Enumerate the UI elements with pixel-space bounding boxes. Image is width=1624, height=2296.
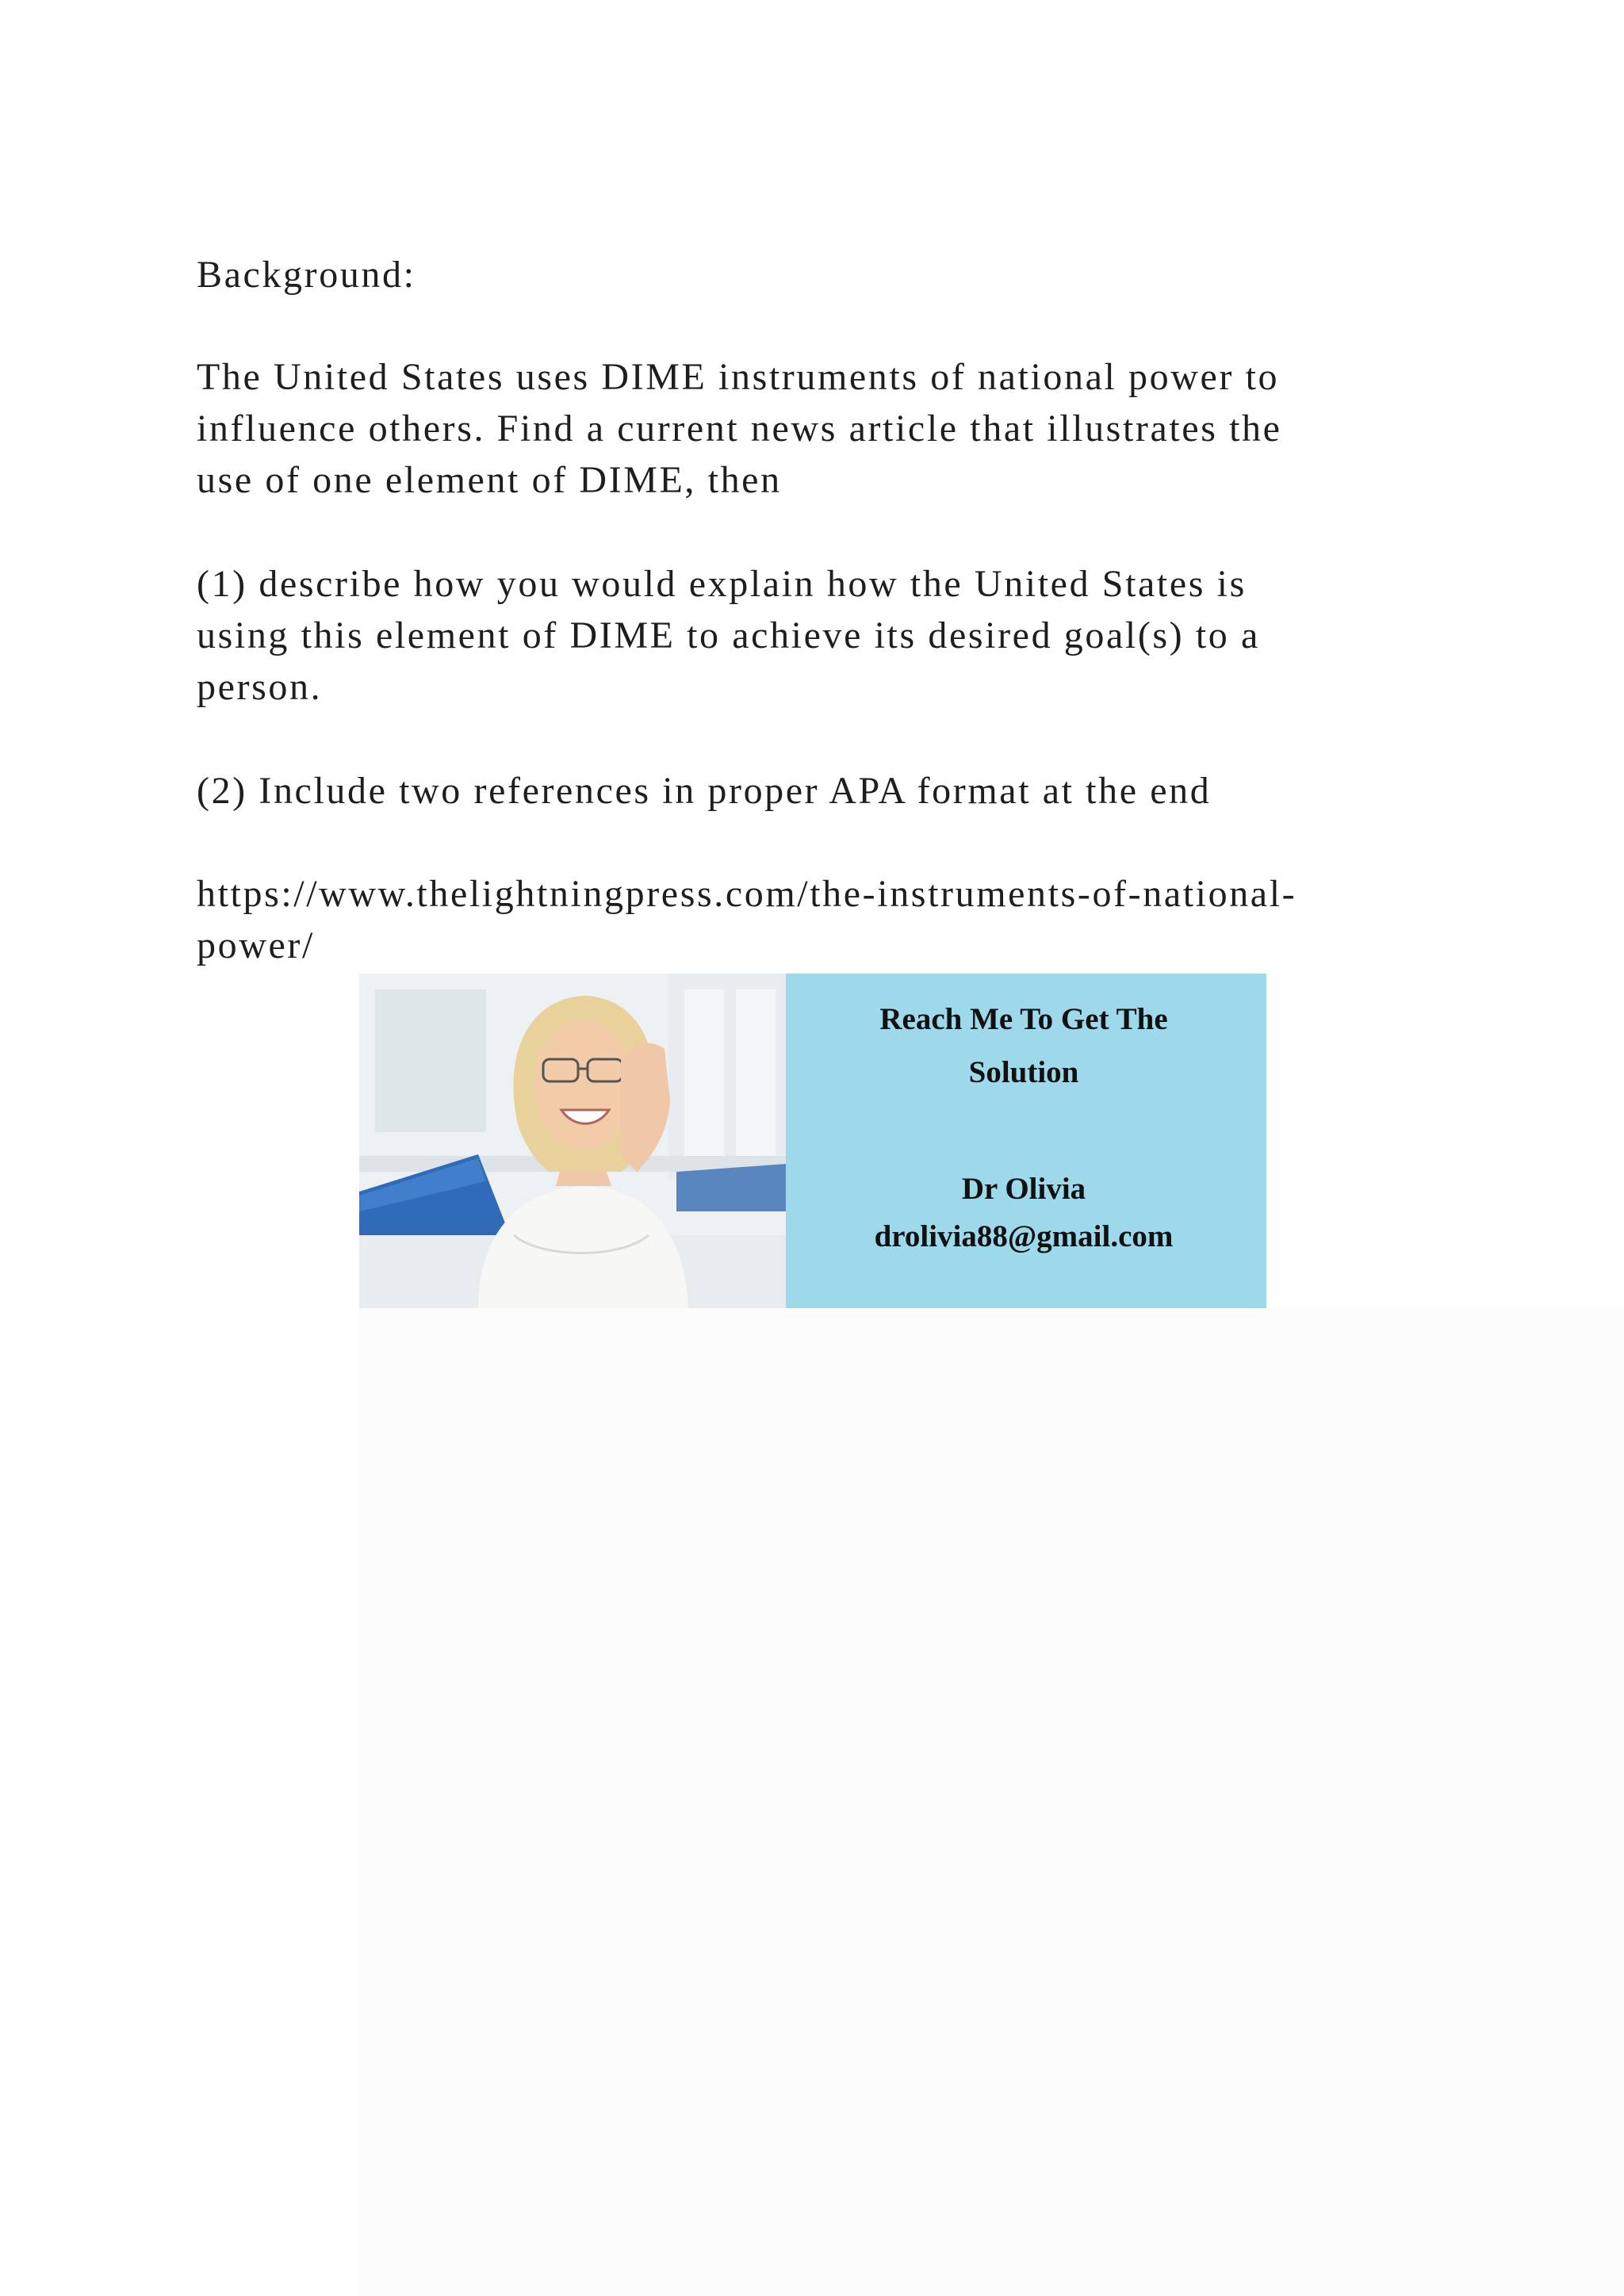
woman-photo-illustration	[359, 974, 786, 1308]
item-1-line: person.	[197, 666, 323, 708]
paragraph-line: influence others. Find a current news article that illustrates the	[197, 408, 1282, 450]
reference-link[interactable]: https://www.thelightningpress.com/the-instruments-of-national-	[197, 873, 1297, 915]
paragraph-line: The United States uses DIME instruments of national power to	[197, 356, 1280, 398]
heading-background: Background:	[197, 254, 416, 296]
banner-headline-continued: Solution	[968, 1055, 1079, 1089]
item-2-line: (2) Include two references in proper APA format at the end	[197, 770, 1212, 812]
paragraph-line: use of one element of DIME, then	[197, 459, 782, 501]
woman-photo	[359, 974, 786, 1308]
item-1-line: using this element of DIME to achieve its desired goal(s) to a	[197, 614, 1260, 656]
contact-panel	[786, 974, 1266, 1308]
reference-link-continued[interactable]: power/	[197, 924, 315, 966]
contact-name: Dr Olivia	[961, 1172, 1086, 1206]
page-lower-area	[358, 1308, 1624, 2296]
item-1-line: (1) describe how you would explain how the United States is	[197, 563, 1247, 605]
contact-banner	[359, 974, 1266, 1308]
contact-email[interactable]: drolivia88@gmail.com	[874, 1219, 1174, 1253]
banner-headline: Reach Me To Get The	[879, 1002, 1168, 1036]
